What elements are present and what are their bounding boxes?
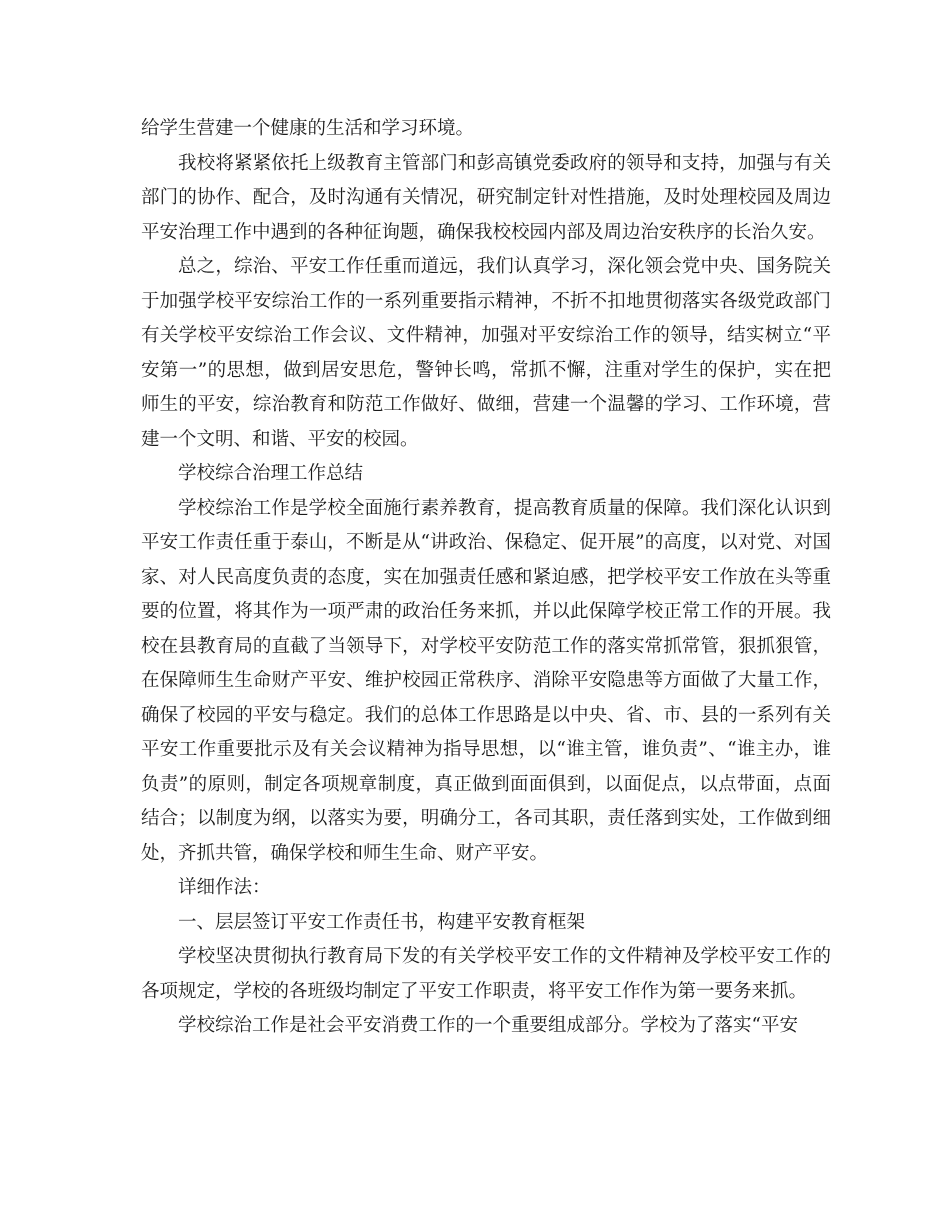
subheading: 详细作法： [178,877,271,898]
paragraph: 总之，综治、平安工作任重而道远，我们认真学习，深化领会党中央、国务院关于加强学校平安综治工作的一系列重要指示精神，不折不扣地贯彻落实各级党政部门有关学校平安综治工作会议、文件精神，加强对平安综治工作的领导，结实树立“平安第一”的思想，做到居安思危，警钟长鸣，常抓不懈，注重对学生的保护，实在把师生的平安，综治教育和防范工作做好、做细，营建一个温馨的学习、工作环境，营建一个文明、和谐、平安的校园。 [141,256,831,450]
paragraph: 我校将紧紧依托上级教育主管部门和彭高镇党委政府的领导和支持，加强与有关部门的协作、配合，及时沟通有关情况，研究制定针对性措施，及时处理校园及周边平安治理工作中遇到的各种征询题，确保我校校园内部及周边治安秩序的长治久安。 [141,152,831,243]
document-body [141,112,831,1044]
subheading: 一、层层签订平安工作责任书，构建平安教育框架 [178,911,586,933]
paragraph: 给学生营建一个健康的生活和学习环境。 [141,118,475,139]
paragraph: 学校综治工作是学校全面施行素养教育，提高教育质量的保障。我们深化认识到平安工作责任重于泰山，不断是从“讲政治、保稳定、促开展”的高度，以对党、对国家、对人民高度负责的态度，实在加强责任感和紧迫感，把学校平安工作放在头等重要的位置，将其作为一项严肃的政治任务来抓，并以此保障学校正常工作的开展。我校在县教育局的直截了当领导下，对学校平安防范工作的落实常抓常管，狠抓狠管，在保障师生生命财产平安、维护校园正常秩序、消除平安隐患等方面做了大量工作，确保了校园的平安与稳定。我们的总体工作思路是以中央、省、市、县的一系列有关平安工作重要批示及有关会议精神为指导思想，以“谁主管，谁负责”、“谁主办，谁负责”的原则，制定各项规章制度，真正做到面面俱到，以面促点，以点带面，点面结合；以制度为纲，以落实为要，明确分工，各司其职，责任落到实处，工作做到细处，齐抓共管，确保学校和师生生命、财产平安。 [141,497,831,864]
paragraph: 学校综治工作是社会平安消费工作的一个重要组成部分。学校为了落实“平安 [178,1015,798,1036]
paragraph: 学校坚决贯彻执行教育局下发的有关学校平安工作的文件精神及学校平安工作的各项规定，学校的各班级均制定了平安工作职责，将平安工作作为第一要务来抓。 [141,946,831,1002]
section-heading: 学校综合治理工作总结 [178,463,364,484]
